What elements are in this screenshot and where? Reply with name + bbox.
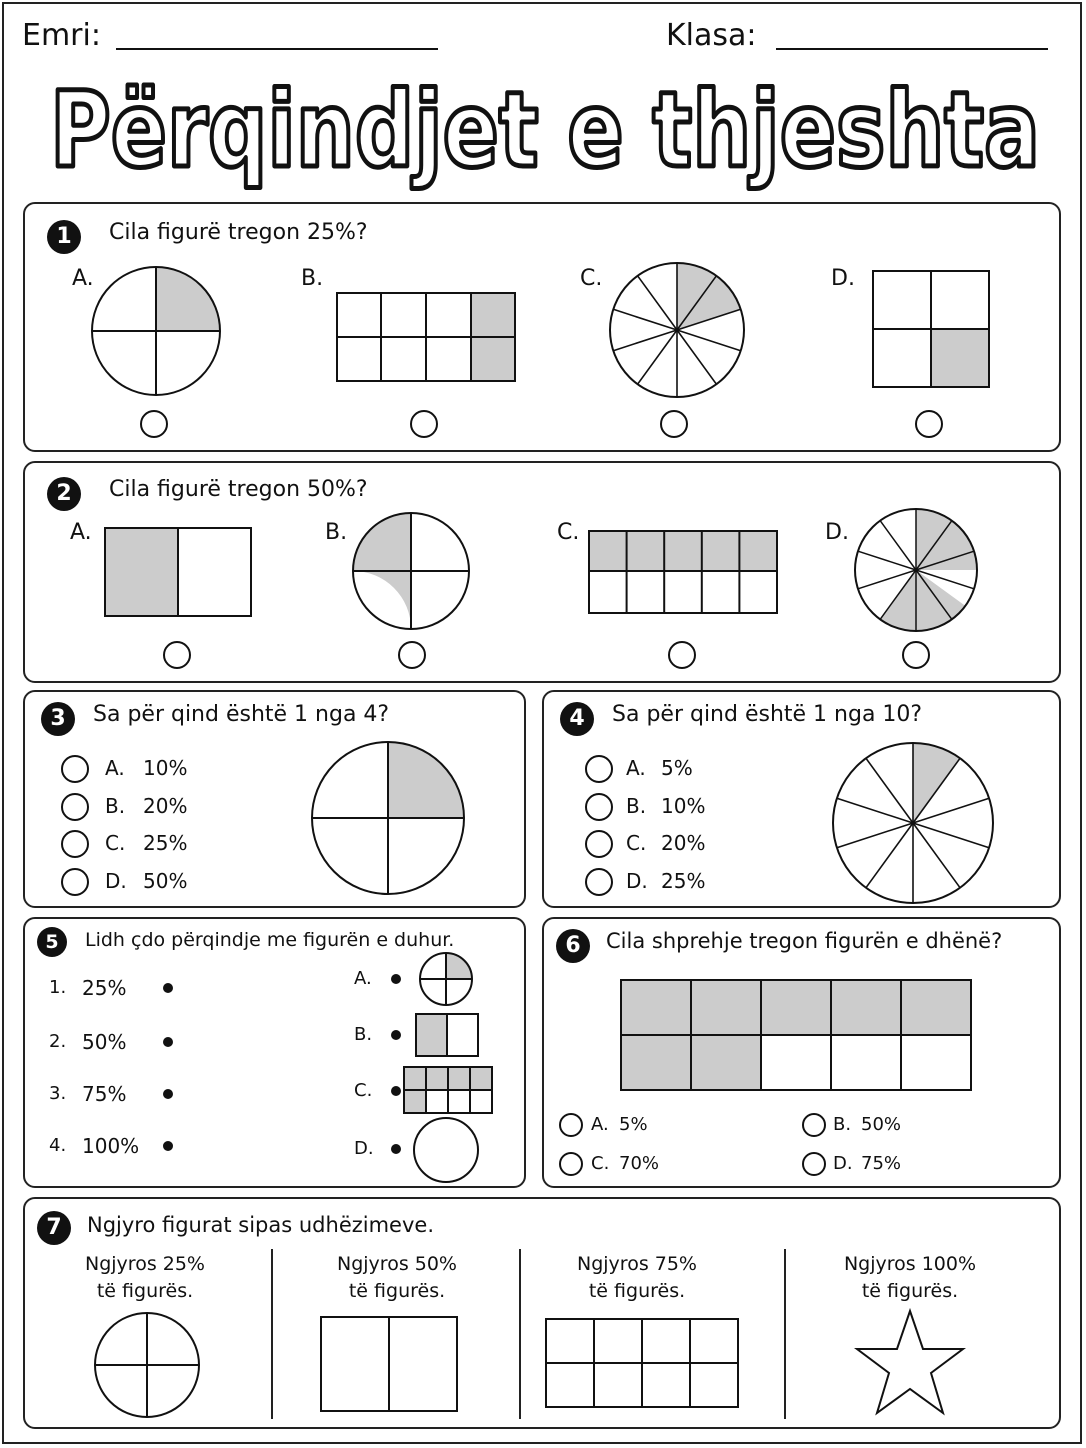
item-percent: 50% xyxy=(82,1030,127,1054)
task-line-2: të figurës. xyxy=(861,1280,959,1302)
question-1-card xyxy=(23,202,1061,452)
answer-radio-b[interactable] xyxy=(398,641,426,669)
circle-tenths-figure xyxy=(832,742,994,904)
task-instruction-1 xyxy=(45,1251,245,1305)
task-line-2: të figurës. xyxy=(348,1280,446,1302)
choice-value-b: 20% xyxy=(143,794,188,818)
choice-letter-b: B. xyxy=(626,794,647,818)
choice-letter-b: B. xyxy=(833,1114,852,1135)
option-label-a: A. xyxy=(72,266,94,291)
question-3-card xyxy=(23,690,526,908)
match-dot-1[interactable] xyxy=(163,983,173,993)
choice-value-b: 10% xyxy=(661,794,706,818)
rectangle-halves-figure xyxy=(104,527,252,617)
match-dot-d[interactable] xyxy=(391,1144,401,1154)
task-instruction-3 xyxy=(537,1251,737,1305)
choice-letter-c: C. xyxy=(591,1153,610,1174)
match-dot-3[interactable] xyxy=(163,1089,173,1099)
item-number: 4. xyxy=(49,1135,67,1156)
item-percent: 75% xyxy=(82,1082,127,1106)
rectangle-halves-small-figure xyxy=(415,1013,479,1057)
column-divider xyxy=(519,1249,521,1419)
choice-value-a: 5% xyxy=(619,1114,648,1135)
item-percent: 100% xyxy=(82,1134,140,1158)
choice-value-d: 25% xyxy=(661,869,706,893)
choice-value-a: 10% xyxy=(143,756,188,780)
task-line-2: të figurës. xyxy=(96,1280,194,1302)
option-label-d: D. xyxy=(825,520,849,545)
page-title: Përqindjet e thjeshta xyxy=(50,69,1040,191)
choice-radio-c[interactable] xyxy=(585,830,613,858)
choice-value-b: 50% xyxy=(861,1114,902,1135)
column-divider xyxy=(784,1249,786,1419)
question-text: Cila shprehje tregon figurën e dhënë? xyxy=(606,929,1003,953)
task-line-1: Ngjyros 100% xyxy=(843,1253,977,1275)
match-dot-4[interactable] xyxy=(163,1141,173,1151)
question-text: Sa për qind është 1 nga 10? xyxy=(612,702,923,727)
star-figure[interactable] xyxy=(855,1309,965,1417)
question-5-card xyxy=(23,917,526,1188)
answer-radio-a[interactable] xyxy=(140,410,168,438)
class-field[interactable] xyxy=(776,48,1048,50)
choice-letter-a: A. xyxy=(591,1114,609,1135)
question-text: Ngjyro figurat sipas udhëzimeve. xyxy=(87,1213,434,1237)
question-text: Sa për qind është 1 nga 4? xyxy=(93,702,390,727)
question-number: 1 xyxy=(47,220,81,254)
choice-radio-a[interactable] xyxy=(61,755,89,783)
choice-value-c: 25% xyxy=(143,831,188,855)
task-line-1: Ngjyros 50% xyxy=(337,1253,457,1275)
choice-radio-d[interactable] xyxy=(802,1152,826,1176)
question-number: 6 xyxy=(556,929,590,963)
question-4-card xyxy=(542,690,1061,908)
task-instruction-4 xyxy=(810,1251,1010,1305)
option-label-a: A. xyxy=(70,520,92,545)
question-6-card xyxy=(542,917,1061,1188)
task-line-1: Ngjyros 75% xyxy=(577,1253,697,1275)
rectangle-tenths-half-figure xyxy=(588,530,778,614)
circle-quarters-small-figure xyxy=(419,952,473,1006)
square-quarters-figure xyxy=(872,270,990,388)
shape-letter-b: B. xyxy=(354,1024,373,1045)
question-number: 2 xyxy=(47,477,81,511)
choice-radio-c[interactable] xyxy=(61,830,89,858)
answer-radio-d[interactable] xyxy=(902,641,930,669)
circle-quarters-half-figure xyxy=(352,512,470,630)
question-text: Cila figurë tregon 25%? xyxy=(109,220,368,245)
choice-radio-a[interactable] xyxy=(585,755,613,783)
option-label-c: C. xyxy=(557,520,580,545)
choice-value-a: 5% xyxy=(661,756,693,780)
choice-letter-d: D. xyxy=(833,1153,853,1174)
page-title-graphic xyxy=(40,62,1050,192)
match-dot-a[interactable] xyxy=(391,974,401,984)
choice-radio-a[interactable] xyxy=(559,1113,583,1137)
choice-letter-d: D. xyxy=(105,869,127,893)
name-label: Emri: xyxy=(22,18,101,53)
choice-radio-b[interactable] xyxy=(802,1113,826,1137)
item-number: 1. xyxy=(49,977,67,998)
answer-radio-d[interactable] xyxy=(915,410,943,438)
question-number: 4 xyxy=(560,702,594,736)
match-dot-b[interactable] xyxy=(391,1030,401,1040)
choice-value-c: 70% xyxy=(619,1153,660,1174)
choice-radio-b[interactable] xyxy=(585,793,613,821)
choice-value-c: 20% xyxy=(661,831,706,855)
task-instruction-2 xyxy=(297,1251,497,1305)
option-label-b: B. xyxy=(325,520,348,545)
shape-letter-c: C. xyxy=(354,1080,373,1101)
rectangle-eighths-figure xyxy=(336,292,516,382)
circle-tenths-figure-b xyxy=(854,508,978,632)
question-number: 3 xyxy=(41,702,75,736)
rectangle-tenths-seven-figure xyxy=(620,979,972,1091)
option-label-d: D. xyxy=(831,266,855,291)
circle-quarters-figure xyxy=(91,266,221,396)
choice-letter-a: A. xyxy=(626,756,646,780)
option-label-c: C. xyxy=(580,266,603,291)
column-divider xyxy=(271,1249,273,1419)
question-2-card xyxy=(23,461,1061,683)
question-number: 7 xyxy=(37,1211,71,1245)
rectangle-eighths-blank-figure[interactable] xyxy=(545,1318,739,1408)
match-dot-2[interactable] xyxy=(163,1037,173,1047)
question-number: 5 xyxy=(37,927,67,957)
item-number: 2. xyxy=(49,1031,67,1052)
task-line-2: të figurës. xyxy=(588,1280,686,1302)
name-field[interactable] xyxy=(116,48,438,50)
option-label-b: B. xyxy=(301,266,324,291)
circle-whole-figure xyxy=(413,1117,479,1183)
match-dot-c[interactable] xyxy=(391,1086,401,1096)
choice-letter-b: B. xyxy=(105,794,126,818)
choice-radio-c[interactable] xyxy=(559,1152,583,1176)
answer-radio-c[interactable] xyxy=(668,641,696,669)
answer-radio-b[interactable] xyxy=(410,410,438,438)
item-number: 3. xyxy=(49,1083,67,1104)
shape-letter-d: D. xyxy=(354,1138,374,1159)
choice-radio-d[interactable] xyxy=(61,868,89,896)
rectangle-halves-blank-figure[interactable] xyxy=(320,1316,458,1412)
class-label: Klasa: xyxy=(666,18,757,53)
choice-value-d: 75% xyxy=(861,1153,902,1174)
choice-letter-c: C. xyxy=(105,831,126,855)
question-text: Cila figurë tregon 50%? xyxy=(109,477,368,502)
shape-letter-a: A. xyxy=(354,968,372,989)
answer-radio-c[interactable] xyxy=(660,410,688,438)
choice-letter-a: A. xyxy=(105,756,125,780)
item-percent: 25% xyxy=(82,976,127,1000)
rectangle-eighths-small-figure xyxy=(403,1066,493,1114)
task-line-1: Ngjyros 25% xyxy=(85,1253,205,1275)
choice-radio-d[interactable] xyxy=(585,868,613,896)
question-7-card xyxy=(23,1197,1061,1429)
choice-value-d: 50% xyxy=(143,869,188,893)
answer-radio-a[interactable] xyxy=(163,641,191,669)
circle-quarters-figure xyxy=(311,741,465,895)
choice-radio-b[interactable] xyxy=(61,793,89,821)
circle-quarters-blank-figure[interactable] xyxy=(94,1312,200,1418)
choice-letter-c: C. xyxy=(626,831,647,855)
choice-letter-d: D. xyxy=(626,869,648,893)
question-text: Lidh çdo përqindje me figurën e duhur. xyxy=(85,929,455,951)
circle-tenths-figure-a xyxy=(609,262,745,398)
